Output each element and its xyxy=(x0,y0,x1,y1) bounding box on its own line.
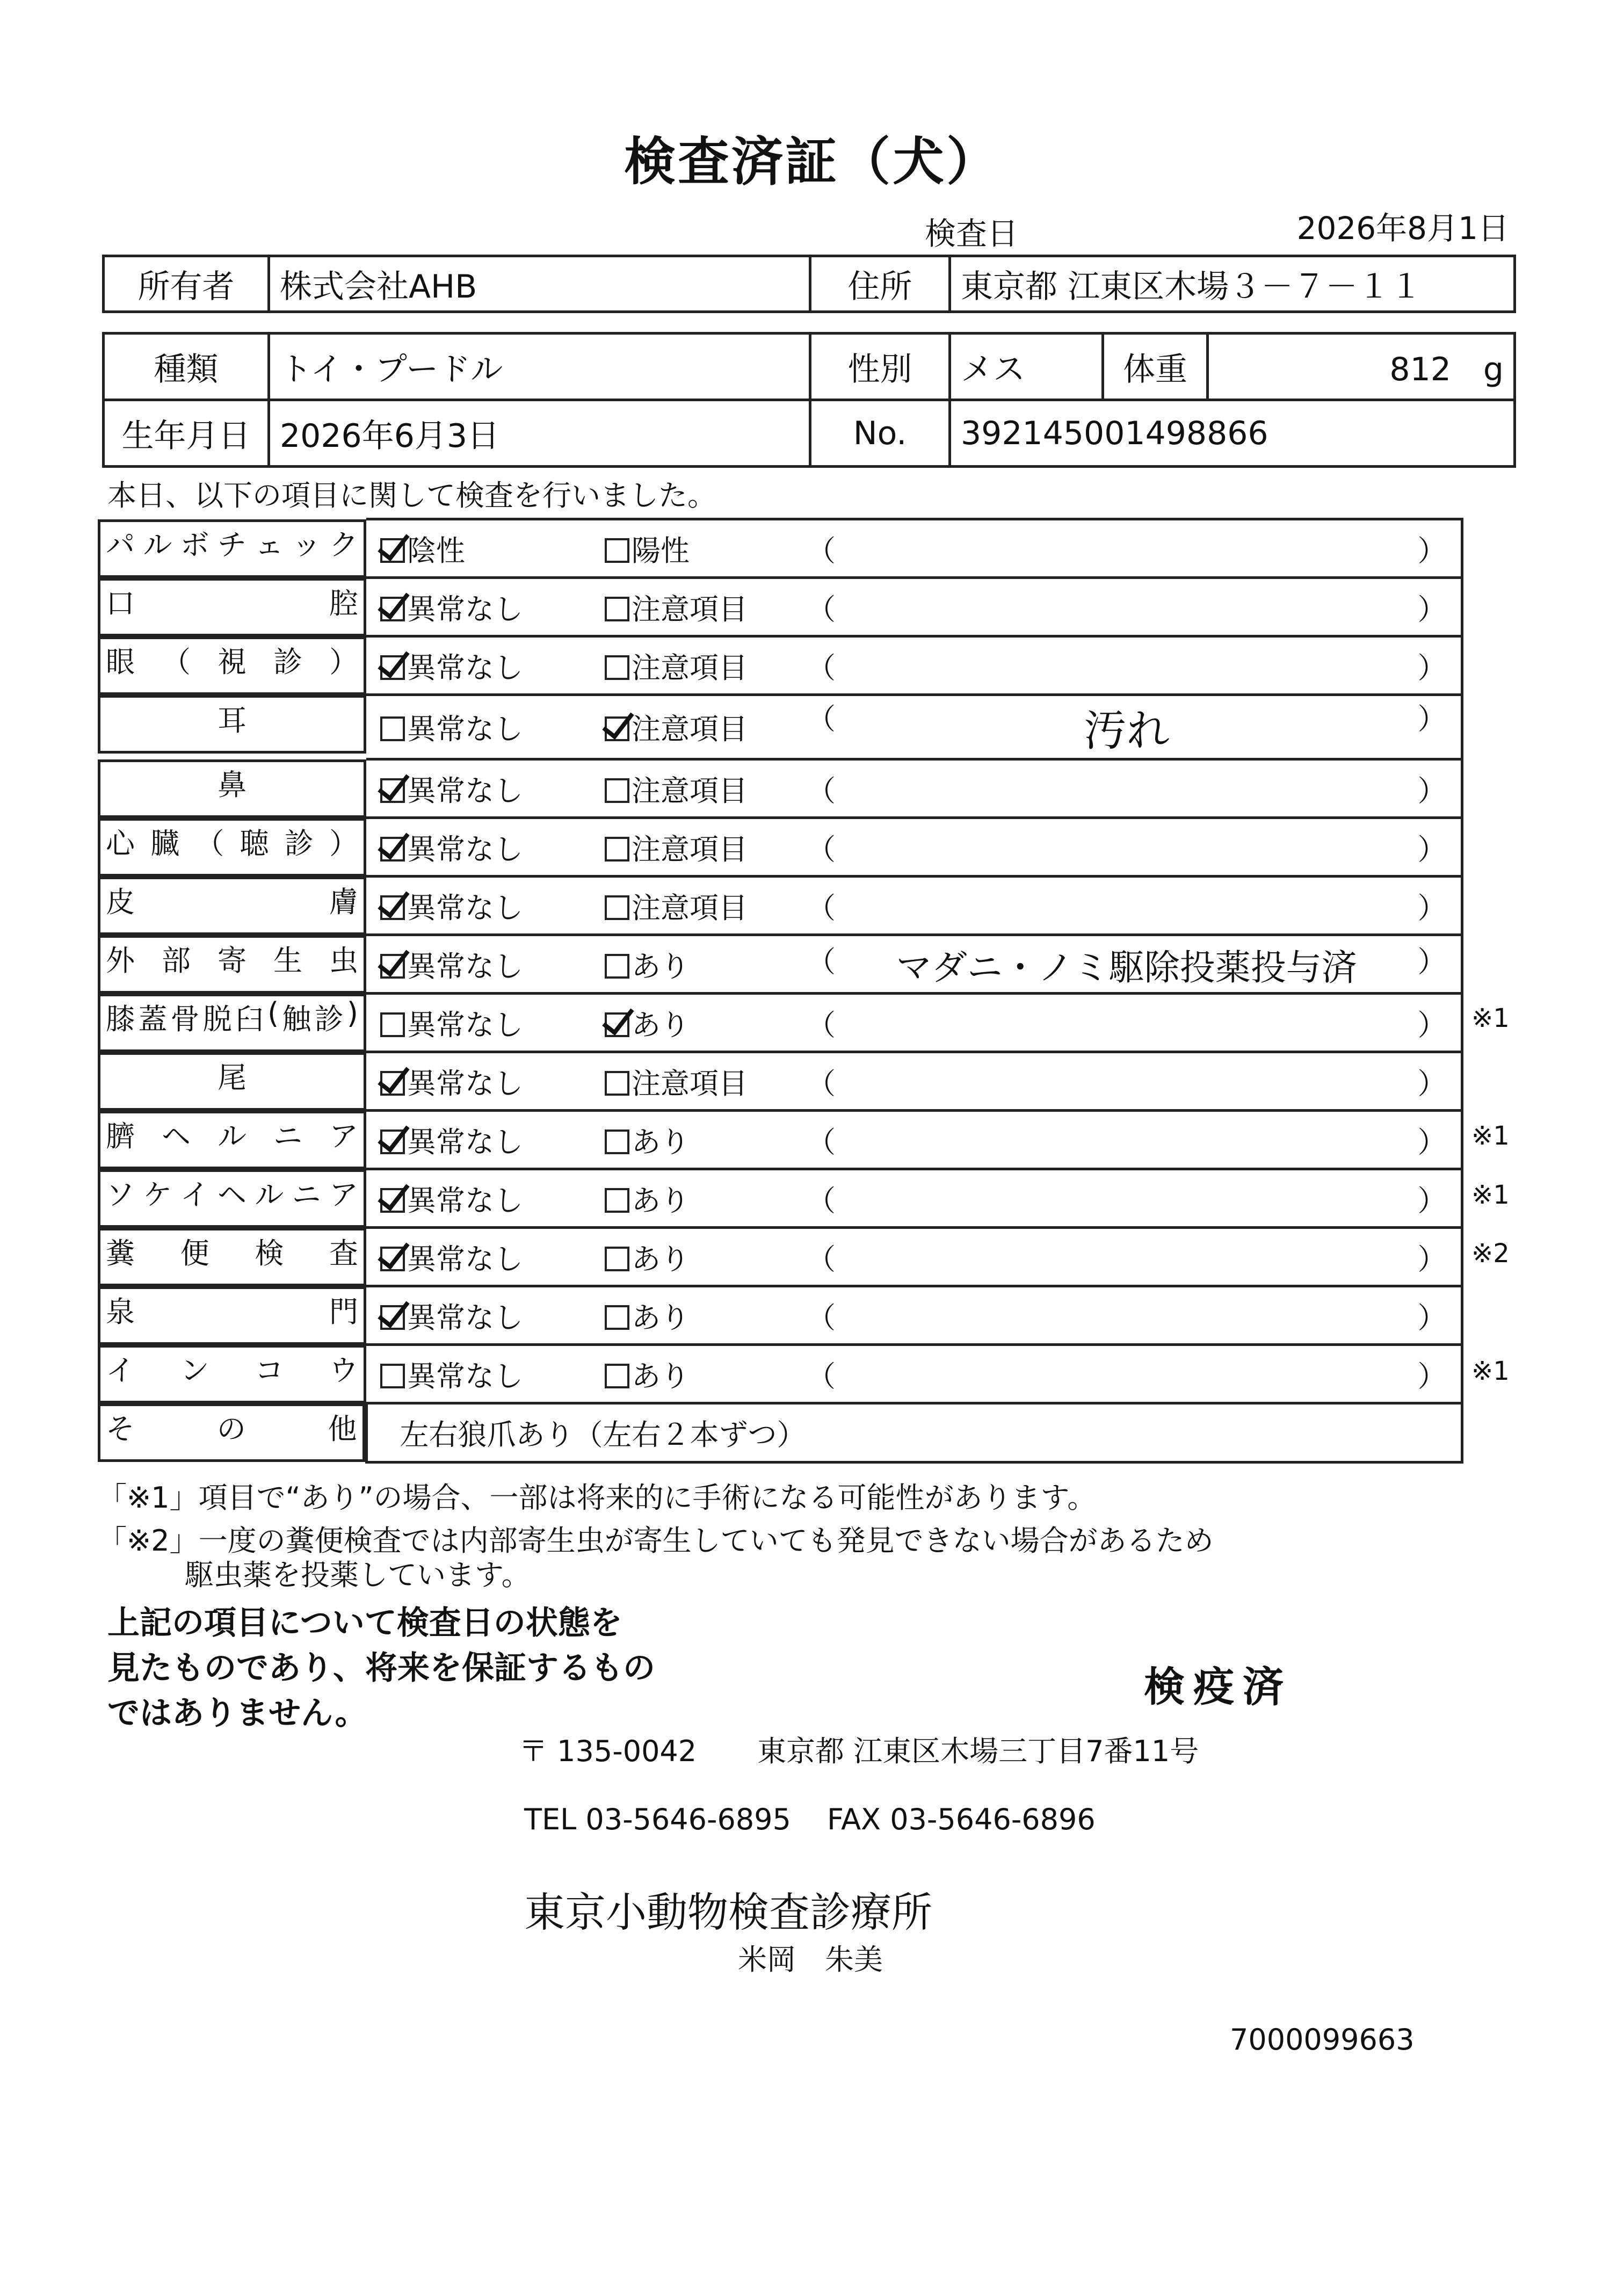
checkbox[interactable] xyxy=(605,954,629,979)
option-label: 注意項目 xyxy=(632,891,748,925)
checkbox[interactable] xyxy=(605,837,629,861)
checkbox[interactable] xyxy=(605,538,629,563)
remarks-field xyxy=(801,1002,1461,1044)
checkbox[interactable] xyxy=(605,1130,629,1154)
option-label: 異常なし xyxy=(407,592,523,626)
remarks-text xyxy=(836,1119,1418,1161)
check-item-label: 皮 膚 xyxy=(98,877,366,935)
checked-checkbox[interactable] xyxy=(605,1012,629,1037)
remarks-field xyxy=(801,1236,1461,1278)
paren-open: （ xyxy=(807,1242,836,1276)
inspection-date: 2026年8月1日 xyxy=(1296,210,1509,247)
checked-checkbox[interactable] xyxy=(380,1130,405,1154)
sex-value: メス xyxy=(950,334,1103,400)
paren-open: （ xyxy=(807,944,836,979)
option-normal[interactable] xyxy=(380,587,523,628)
option-label: 注意項目 xyxy=(632,832,748,866)
paren-close: ） xyxy=(1417,832,1447,866)
paren-open: （ xyxy=(807,533,836,568)
table-row xyxy=(98,636,1462,695)
option-normal[interactable] xyxy=(380,1236,523,1278)
birth-label: 生年月日 xyxy=(104,400,269,467)
checkbox[interactable] xyxy=(605,778,629,803)
check-item-label: 眼 （ 視 診 ） xyxy=(98,636,366,695)
paren-open: （ xyxy=(807,1183,836,1218)
option-label: 異常なし xyxy=(407,1183,523,1218)
option-label: 異常なし xyxy=(407,1125,523,1159)
paren-close: ） xyxy=(1417,1300,1447,1335)
remarks-text xyxy=(836,528,1418,569)
remarks-field xyxy=(801,939,1461,990)
option-normal[interactable] xyxy=(380,827,523,868)
option-abnormal[interactable] xyxy=(605,1002,690,1044)
remarks-text xyxy=(836,1353,1418,1395)
option-abnormal[interactable] xyxy=(605,1061,748,1102)
option-normal[interactable] xyxy=(380,1178,523,1219)
weight-value: 812 g xyxy=(1208,334,1515,400)
checkbox[interactable] xyxy=(605,1305,629,1330)
remarks-field xyxy=(801,1353,1461,1395)
option-abnormal[interactable] xyxy=(605,645,748,686)
checked-checkbox[interactable] xyxy=(380,1247,405,1271)
disclaimer-line-3: ではありません。 xyxy=(107,1695,367,1732)
option-normal[interactable] xyxy=(380,1353,523,1395)
postal-code: 〒 135-0042 xyxy=(519,1734,697,1768)
check-item-label: 糞 便 検 査 xyxy=(98,1228,366,1286)
checkbox[interactable] xyxy=(380,716,405,741)
check-item-label: 口 腔 xyxy=(98,578,366,636)
clinic-address: 東京都 江東区木場三丁目7番11号 xyxy=(757,1734,1199,1768)
option-abnormal[interactable] xyxy=(605,528,690,569)
other-value: 左右狼爪あり（左右２本ずつ） xyxy=(366,1403,1462,1463)
disclaimer xyxy=(107,1601,655,1736)
remarks-text xyxy=(836,1236,1418,1278)
table-row xyxy=(98,1345,1462,1403)
table-row xyxy=(98,578,1462,636)
option-label: 注意項目 xyxy=(632,773,748,808)
option-label: あり xyxy=(632,949,690,983)
table-row xyxy=(98,877,1462,935)
option-label: 注意項目 xyxy=(632,712,748,746)
option-label: 異常なし xyxy=(407,1066,523,1101)
address-label: 住所 xyxy=(810,256,950,312)
checkbox[interactable] xyxy=(605,597,629,621)
option-label: あり xyxy=(632,1125,690,1159)
check-item-label: 心 臓 （ 聴 診 ） xyxy=(98,818,366,877)
paren-open: （ xyxy=(807,1066,836,1101)
option-label: あり xyxy=(632,1359,690,1393)
breed-label: 種類 xyxy=(104,334,269,400)
footnote-mark: ※1 xyxy=(1471,1179,1510,1210)
remarks-text xyxy=(836,885,1418,926)
option-normal[interactable] xyxy=(380,528,465,569)
option-abnormal[interactable] xyxy=(605,1353,690,1395)
no-value: 392145001498866 xyxy=(950,400,1515,467)
remarks-field xyxy=(801,1061,1461,1102)
check-item-label: 膝 蓋 骨 脱 臼 ( 触 診 ) xyxy=(98,994,366,1052)
paren-close: ） xyxy=(1417,1008,1447,1042)
checkbox[interactable] xyxy=(605,895,629,920)
note-2: 「※2」一度の糞便検査では内部寄生虫が寄生していても発見できない場合があるため xyxy=(98,1524,1214,1558)
table-row xyxy=(98,1111,1462,1169)
remarks-text: 汚れ xyxy=(1083,706,1170,756)
checked-checkbox[interactable] xyxy=(380,1305,405,1330)
option-label: 注意項目 xyxy=(632,592,748,626)
paren-open: （ xyxy=(807,773,836,808)
inspection-date-label: 検査日 xyxy=(925,215,1019,252)
checked-checkbox[interactable] xyxy=(380,1188,405,1213)
check-item-label: 泉 門 xyxy=(98,1286,366,1345)
sex-label: 性別 xyxy=(810,334,950,400)
option-label: 異常なし xyxy=(407,949,523,983)
table-row xyxy=(98,695,1462,759)
clinic-name: 東京小動物検査診療所 xyxy=(524,1888,932,1936)
option-abnormal[interactable] xyxy=(605,1178,690,1219)
paren-close: ） xyxy=(1417,891,1447,925)
table-row xyxy=(98,1286,1462,1345)
option-label: 注意項目 xyxy=(632,650,748,685)
disclaimer-line-2: 見たものであり、将来を保証するもの xyxy=(107,1649,655,1687)
checked-checkbox[interactable] xyxy=(380,538,405,563)
paren-close: ） xyxy=(1417,1125,1447,1159)
owner-label: 所有者 xyxy=(104,256,269,312)
option-abnormal[interactable] xyxy=(605,885,748,926)
paren-close: ） xyxy=(1417,1359,1447,1393)
option-label: あり xyxy=(632,1300,690,1335)
remarks-field xyxy=(801,645,1461,686)
option-normal[interactable] xyxy=(380,645,523,686)
owner-value: 株式会社AHB xyxy=(269,256,810,312)
note-1: 「※1」項目で“あり”の場合、一部は将来的に手術になる可能性があります。 xyxy=(98,1481,1097,1515)
option-normal[interactable] xyxy=(380,706,523,748)
checkbox[interactable] xyxy=(605,1364,629,1388)
paren-close: ） xyxy=(1417,702,1447,736)
checkbox[interactable] xyxy=(380,1364,405,1388)
other-label: そ の 他 xyxy=(98,1403,365,1462)
option-label: あり xyxy=(632,1242,690,1276)
remarks-text xyxy=(836,1295,1418,1336)
paren-open: （ xyxy=(807,1125,836,1159)
footnote-mark: ※2 xyxy=(1471,1239,1510,1269)
paren-close: ） xyxy=(1417,533,1447,568)
remarks-field xyxy=(801,1119,1461,1161)
paren-open: （ xyxy=(807,650,836,685)
check-item-label: イ ン コ ウ xyxy=(98,1345,366,1403)
table-row xyxy=(98,1228,1462,1286)
option-normal[interactable] xyxy=(380,944,523,985)
remarks-text xyxy=(836,827,1418,868)
paren-close: ） xyxy=(1417,1183,1447,1218)
paren-open: （ xyxy=(807,702,836,736)
check-item-label: ソ ケ イ ヘ ル ニ ア xyxy=(98,1169,366,1228)
option-label: 異常なし xyxy=(407,650,523,685)
remarks-field xyxy=(801,528,1461,569)
paren-open: （ xyxy=(807,832,836,866)
fax: FAX 03-5646-6896 xyxy=(827,1802,1096,1836)
table-row xyxy=(98,1052,1462,1111)
weight-label: 体重 xyxy=(1103,334,1208,400)
option-abnormal[interactable] xyxy=(605,768,748,809)
checked-checkbox[interactable] xyxy=(380,778,405,803)
remarks-field xyxy=(801,827,1461,868)
checkbox[interactable] xyxy=(605,1071,629,1096)
footnote-mark: ※1 xyxy=(1471,1003,1510,1033)
remarks-text xyxy=(836,587,1418,628)
remarks-text xyxy=(836,1061,1418,1102)
checkbox[interactable] xyxy=(380,1012,405,1037)
paren-close: ） xyxy=(1417,592,1447,626)
footnote-mark: ※1 xyxy=(1471,1356,1510,1386)
table-row xyxy=(98,994,1462,1052)
quarantine-stamp: 検疫済 xyxy=(1144,1663,1292,1711)
check-item-label: 臍 ヘ ル ニ ア xyxy=(98,1111,366,1169)
paren-close: ） xyxy=(1417,773,1447,808)
checked-checkbox[interactable] xyxy=(380,837,405,861)
option-normal[interactable] xyxy=(380,768,523,809)
breed-value: トイ・プードル xyxy=(269,334,810,400)
check-item-label: パ ル ボ チ ェ ッ ク xyxy=(98,519,366,578)
serial-number: 7000099663 xyxy=(1230,2023,1415,2057)
option-label: 異常なし xyxy=(407,1300,523,1335)
option-abnormal[interactable] xyxy=(605,827,748,868)
checks-table xyxy=(98,518,1463,1464)
option-label: 異常なし xyxy=(407,1008,523,1042)
paren-open: （ xyxy=(807,592,836,626)
vet-name: 米岡 朱美 xyxy=(738,1943,883,1977)
remarks-field xyxy=(801,587,1461,628)
checked-checkbox[interactable] xyxy=(380,954,405,979)
no-label: No. xyxy=(810,400,950,467)
remarks-text xyxy=(836,1178,1418,1219)
option-abnormal[interactable] xyxy=(605,706,748,748)
checkbox[interactable] xyxy=(605,1247,629,1271)
paren-open: （ xyxy=(807,1300,836,1335)
table-row xyxy=(98,1169,1462,1228)
option-abnormal[interactable] xyxy=(605,1236,690,1278)
option-label: あり xyxy=(632,1183,690,1218)
option-normal[interactable] xyxy=(380,1061,523,1102)
checked-checkbox[interactable] xyxy=(380,597,405,621)
option-label: 異常なし xyxy=(407,891,523,925)
option-abnormal[interactable] xyxy=(605,1119,690,1161)
option-abnormal[interactable] xyxy=(605,944,690,985)
remarks-text xyxy=(836,1002,1418,1044)
option-normal[interactable] xyxy=(380,1119,523,1161)
remarks-text xyxy=(836,645,1418,686)
option-label: 注意項目 xyxy=(632,1066,748,1101)
remarks-field xyxy=(801,885,1461,926)
remarks-text xyxy=(836,768,1418,809)
animal-table xyxy=(102,332,1516,468)
check-item-label: 耳 xyxy=(98,695,366,754)
option-label: 異常なし xyxy=(407,1359,523,1393)
table-row xyxy=(98,935,1462,994)
option-label: 異常なし xyxy=(407,832,523,866)
option-label: 異常なし xyxy=(407,712,523,746)
paren-close: ） xyxy=(1417,1066,1447,1101)
checkbox[interactable] xyxy=(605,655,629,680)
paren-close: ） xyxy=(1417,650,1447,685)
option-abnormal[interactable] xyxy=(605,1295,690,1336)
option-abnormal[interactable] xyxy=(605,587,748,628)
owner-table xyxy=(102,255,1516,313)
telephone: TEL 03-5646-6895 xyxy=(524,1802,791,1836)
remarks-field xyxy=(801,1295,1461,1336)
option-label: 異常なし xyxy=(407,773,523,808)
option-label: 陰性 xyxy=(407,533,465,568)
checked-checkbox[interactable] xyxy=(380,655,405,680)
option-normal[interactable] xyxy=(380,1002,523,1044)
paren-open: （ xyxy=(807,1008,836,1042)
table-row xyxy=(98,759,1462,818)
remarks-field xyxy=(801,1178,1461,1219)
paren-close: ） xyxy=(1417,1242,1447,1276)
paren-open: （ xyxy=(807,891,836,925)
note-2-cont: 駆虫薬を投薬しています。 xyxy=(185,1558,531,1592)
disclaimer-line-1: 上記の項目について検査日の状態を xyxy=(107,1604,622,1642)
address-value: 東京都 江東区木場３－７－１１ xyxy=(950,256,1515,312)
check-item-label: 尾 xyxy=(98,1052,366,1111)
footnote-mark: ※1 xyxy=(1471,1121,1510,1151)
checked-checkbox[interactable] xyxy=(380,1071,405,1096)
checked-checkbox[interactable] xyxy=(380,895,405,920)
check-item-label: 外 部 寄 生 虫 xyxy=(98,935,366,994)
table-row xyxy=(98,818,1462,877)
option-label: あり xyxy=(632,1008,690,1042)
option-normal[interactable] xyxy=(380,1295,523,1336)
checkbox[interactable] xyxy=(605,1188,629,1213)
option-label: 陽性 xyxy=(632,533,690,568)
birth-value: 2026年6月3日 xyxy=(269,400,810,467)
check-item-label: 鼻 xyxy=(98,759,366,818)
paren-close: ） xyxy=(1417,944,1447,979)
remarks-field xyxy=(801,768,1461,809)
page-title: 検査済証（犬） xyxy=(624,132,1000,192)
table-row xyxy=(98,519,1462,578)
paren-open: （ xyxy=(807,1359,836,1393)
option-normal[interactable] xyxy=(380,885,523,926)
remarks-field xyxy=(801,696,1461,758)
intro-text: 本日、以下の項目に関して検査を行いました。 xyxy=(107,479,716,512)
option-label: 異常なし xyxy=(407,1242,523,1276)
remarks-text: マダニ・ノミ駆除投薬投与済 xyxy=(896,946,1357,988)
checked-checkbox[interactable] xyxy=(605,716,629,741)
